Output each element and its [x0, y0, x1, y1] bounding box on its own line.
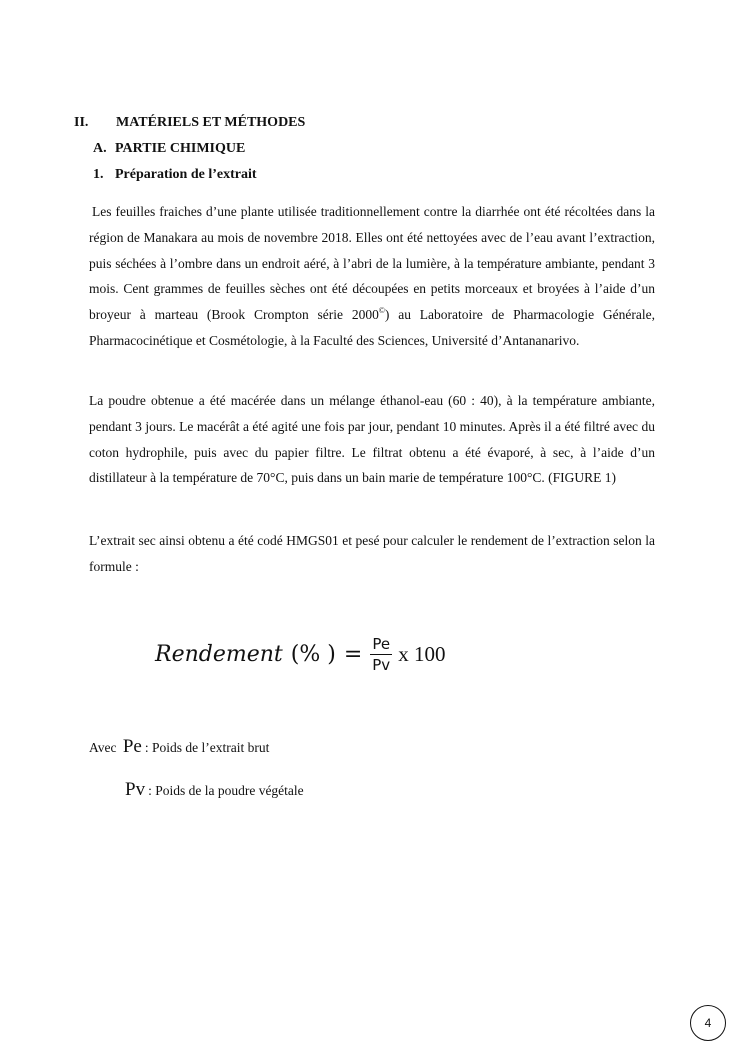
paragraph-1	[89, 199, 655, 354]
section-number: II.	[74, 115, 89, 130]
formula-lhs: Rendement	[155, 641, 283, 667]
paragraph-2: La poudre obtenue a été macérée dans un mélange éthanol-eau (60 : 40), à la température ambiante, pendant 3 jours. Le macérât a été agité une fois par jour, pendant 10 minutes. Après il a été filtré avec du coton hydrophile, puis avec du papier filtre. Le filtrat obtenu a été évaporé, à sec, à l’aide d’un distillateur à la température de 70°C, puis dans un bain marie de température 100°C. (FIGURE 1)	[89, 393, 655, 486]
section-heading	[74, 115, 305, 131]
legend-line-pv	[125, 779, 304, 801]
subsubsection-number: 1.	[93, 167, 104, 182]
formula-numerator: Pe	[372, 634, 391, 653]
formula-equals: =	[343, 641, 363, 667]
formula-rhs: x 100	[398, 641, 446, 666]
subsection-title: PARTIE CHIMIQUE	[115, 141, 246, 156]
formula-fraction	[370, 635, 392, 674]
legend-line-pe	[89, 736, 269, 758]
yield-formula	[155, 626, 445, 682]
paragraph-1-text-before: Les feuilles fraiches d’une plante utilisée traditionnellement contre la diarrhée ont été récoltées dans la région de Manakara au mois de novembre 2018. Elles ont été nettoyées avec de l’eau avant l’extraction, puis séchées à l’ombre dans un endroit aéré, à l’abri de la lumière, à la température ambiante, pendant 3 mois. Cent grammes de feuilles sèches ont été découpées en petits morceaux et broyées à l’aide d’un broyeur à marteau (Brook Crompton série 2000	[89, 204, 655, 323]
paragraph-3: L’extrait sec ainsi obtenu a été codé HMGS01 et pesé pour calculer le rendement de l’extraction selon la formule :	[89, 533, 655, 574]
legend-description-pe: : Poids de l’extrait brut	[144, 740, 270, 755]
paragraph-1-text-after: ) au Laboratoire de Pharmacologie Générale, Pharmacocinétique et Cosmétologie, à la Faculté des Sciences, Université d’Antananarivo.	[89, 307, 655, 348]
formula-denominator: Pv	[372, 655, 391, 674]
section-title: MATÉRIELS ET MÉTHODES	[116, 115, 306, 130]
subsubsection-title: Préparation de l’extrait	[115, 167, 257, 182]
copyright-superscript: ©	[378, 306, 385, 316]
legend-symbol-pe: Pe	[122, 736, 142, 757]
page-number: 4	[704, 1016, 712, 1030]
legend-intro: Avec	[89, 740, 117, 755]
formula-percent: (% )	[290, 641, 336, 667]
legend-description-pv: : Poids de la poudre végétale	[148, 783, 304, 798]
subsection-heading	[93, 141, 245, 157]
page-number-badge	[690, 1005, 726, 1041]
subsubsection-heading	[93, 167, 257, 183]
legend-symbol-pv: Pv	[125, 779, 146, 800]
subsection-number: A.	[93, 141, 107, 156]
